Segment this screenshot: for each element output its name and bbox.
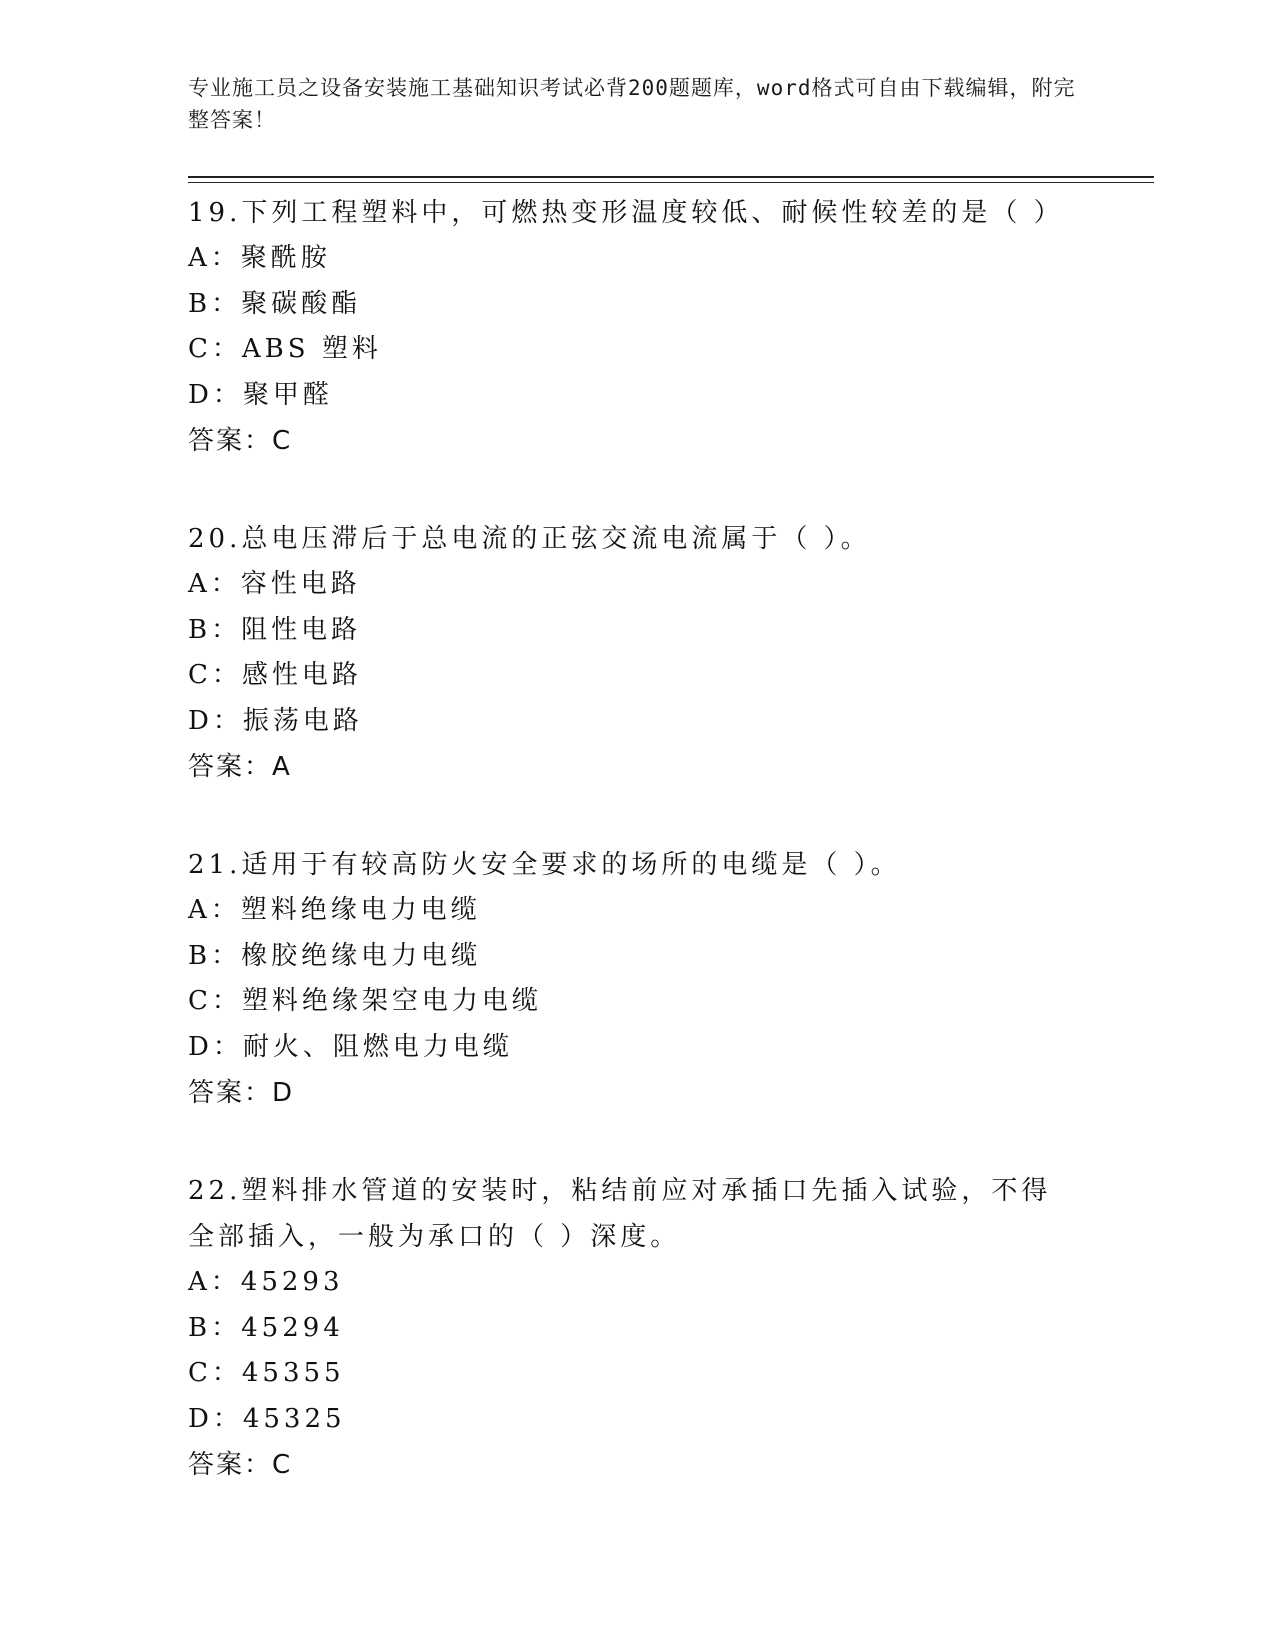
- question-title: 22.塑料排水管道的安装时，粘结前应对承插口先插入试验，不得全部插入，一般为承口的（ ）深度。: [188, 1176, 1052, 1252]
- question-title: 21.适用于有较高防火安全要求的场所的电缆是（ ）。: [188, 850, 901, 880]
- option-b: B：45294: [188, 1312, 344, 1343]
- option-c: C：感性电路: [188, 660, 362, 690]
- option-a: A：塑料绝缘电力电缆: [188, 895, 481, 925]
- header-divider-thick: [188, 176, 1154, 178]
- answer: 答案：C: [188, 1450, 293, 1480]
- option-c: C：塑料绝缘架空电力电缆: [188, 986, 542, 1016]
- question-21: [188, 842, 1088, 1116]
- option-b: B：聚碳酸酯: [188, 288, 362, 319]
- option-d: D：耐火、阻燃电力电缆: [188, 1031, 513, 1062]
- answer: 答案：A: [188, 752, 292, 782]
- document-header: 专业施工员之设备安装施工基础知识考试必背200题题库，word格式可自由下载编辑，附完整答案！: [188, 76, 1076, 132]
- option-d: D：聚甲醛: [188, 379, 333, 410]
- option-a: A：容性电路: [188, 569, 361, 599]
- option-c: C：ABS 塑料: [188, 334, 382, 364]
- question-19: [188, 190, 1088, 464]
- option-b: B：橡胶绝缘电力电缆: [188, 940, 482, 971]
- option-a: A：聚酰胺: [188, 243, 331, 273]
- question-title: 20.总电压滞后于总电流的正弦交流电流属于（ ）。: [188, 524, 871, 554]
- option-d: D：振荡电路: [188, 705, 363, 736]
- option-d: D：45325: [188, 1403, 346, 1434]
- option-c: C：45355: [188, 1358, 345, 1388]
- option-a: A：45293: [188, 1267, 344, 1297]
- option-b: B：阻性电路: [188, 614, 362, 645]
- question-list: [188, 190, 1088, 1540]
- header-divider-thin: [188, 182, 1154, 183]
- question-22: [188, 1168, 1088, 1488]
- answer: 答案：C: [188, 426, 293, 456]
- question-title: 19.下列工程塑料中，可燃热变形温度较低、耐候性较差的是（ ）: [188, 198, 1064, 228]
- answer: 答案：D: [188, 1078, 295, 1108]
- question-20: [188, 516, 1088, 790]
